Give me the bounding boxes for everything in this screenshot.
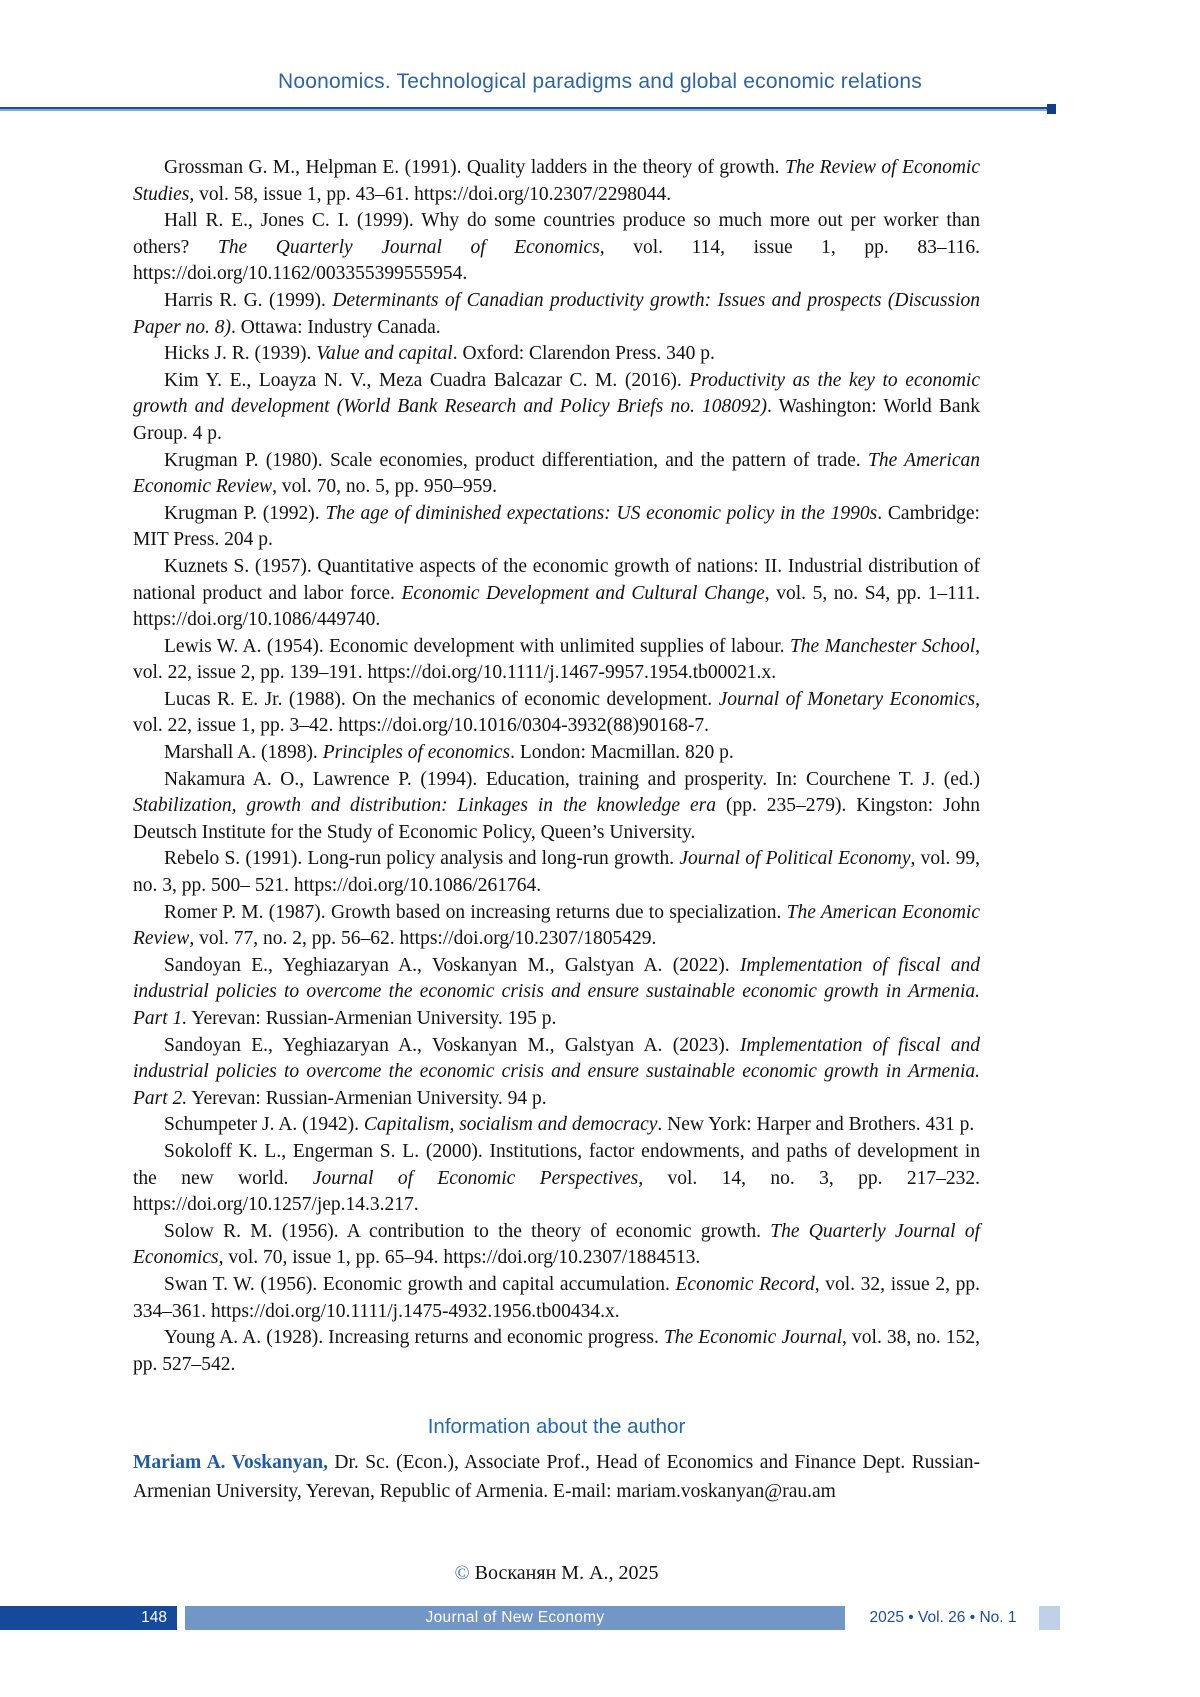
reference-source-title: The Quarterly Journal of Economics xyxy=(133,1220,980,1269)
header-rule-endcap-square xyxy=(1047,104,1056,114)
author-details: Dr. Sc. (Econ.), Associate Prof., Head of Economics and Finance Dept. Russian-Armenian University, Yerevan, Republic of Armenia. E-mail: mariam.voskanyan@rau.am xyxy=(133,1452,980,1503)
reference-text: , vol. 114, issue 1, pp. 83–116. https://doi.org/10.1162/003355399555954. xyxy=(133,236,980,285)
reference-text: Hicks J. R. (1939). xyxy=(164,343,317,365)
reference-source-title: Journal of Economic Perspectives xyxy=(312,1167,639,1189)
reference-source-title: Principles of economics xyxy=(322,742,511,764)
reference-item xyxy=(133,1325,980,1378)
issue-info: 2025 • Vol. 26 • No. 1 xyxy=(869,1609,1017,1626)
reference-item xyxy=(133,687,980,740)
reference-text: Sandoyan E., Yeghiazaryan A., Voskanyan M., Galstyan A. (2023). xyxy=(164,1034,740,1056)
reference-text: Romer P. M. (1987). Growth based on increasing returns due to specialization. xyxy=(164,901,787,923)
reference-text: , vol. 58, issue 1, pp. 43–61. https://doi.org/10.2307/2298044. xyxy=(189,183,672,205)
reference-item xyxy=(133,501,980,554)
reference-source-title: The Review of Economic Studies xyxy=(133,157,981,205)
reference-text: . London: Macmillan. 820 p. xyxy=(510,742,734,764)
author-info-heading: Information about the author xyxy=(427,1415,686,1439)
reference-item xyxy=(133,155,980,208)
page-number: 148 xyxy=(141,1609,167,1626)
author-info-paragraph xyxy=(133,1448,980,1506)
reference-text: . New York: Harper and Brothers. 431 p. xyxy=(657,1114,975,1136)
reference-item xyxy=(133,288,980,341)
reference-text: , vol. 70, no. 5, pp. 950–959. xyxy=(272,476,497,498)
reference-text: . Washington: World Bank Group. 4 p. xyxy=(133,396,980,444)
reference-source-title: Capitalism, socialism and democracy xyxy=(363,1114,658,1136)
reference-source-title: The Manchester School xyxy=(789,635,976,657)
reference-text: Krugman P. (1980). Scale economies, product differentiation, and the pattern of trade. xyxy=(164,449,868,471)
reference-item xyxy=(133,634,980,687)
reference-source-title: Implementation of fiscal and industrial policies to overcome the economic crisis and ensure sustainable economic growth in Armenia. Part 1. xyxy=(133,954,980,1029)
reference-item xyxy=(133,341,980,368)
copyright-text: Восканян М. А., 2025 xyxy=(474,1562,659,1585)
reference-text: , vol. 14, no. 3, pp. 217–232. https://doi.org/10.1257/jep.14.3.217. xyxy=(133,1167,981,1216)
reference-source-title: The American Economic Review xyxy=(133,901,980,950)
reference-text: Rebelo S. (1991). Long-run policy analysis and long-run growth. xyxy=(164,848,680,870)
footer-accent-square xyxy=(1039,1606,1060,1630)
copyright-symbol: © xyxy=(454,1562,470,1585)
reference-item xyxy=(133,1139,980,1219)
reference-source-title: Productivity as the key to economic growth and development (World Bank Research and Policy Briefs no. 108092) xyxy=(133,369,981,418)
reference-text: Nakamura A. O., Lawrence P. (1994). Education, training and prosperity. In: Courchene T. J. (ed.) xyxy=(164,768,980,790)
reference-text: Harris R. G. (1999). xyxy=(164,289,333,311)
reference-text: Lucas R. E. Jr. (1988). On the mechanics of economic development. xyxy=(164,688,719,710)
reference-text: . Oxford: Clarendon Press. 340 p. xyxy=(452,343,715,365)
header-rule xyxy=(0,107,1048,111)
page-number-box xyxy=(0,1606,177,1630)
reference-text: Swan T. W. (1956). Economic growth and capital accumulation. xyxy=(164,1273,676,1295)
reference-text: Grossman G. M., Helpman E. (1991). Quality ladders in the theory of growth. xyxy=(164,157,785,178)
reference-source-title: Economic Development and Cultural Change xyxy=(401,582,765,604)
reference-source-title: The American Economic Review xyxy=(133,449,980,498)
reference-source-title: Journal of Political Economy xyxy=(679,848,911,870)
reference-item xyxy=(133,846,980,899)
reference-text: Lewis W. A. (1954). Economic development with unlimited supplies of labour. xyxy=(164,635,790,657)
reference-item xyxy=(133,208,980,288)
reference-text: (pp. 235–279). Kingston: John Deutsch Institute for the Study of Economic Policy, Queen’s University. xyxy=(133,795,980,843)
reference-text: , vol. 5, no. S4, pp. 1–111. https://doi.org/10.1086/449740. xyxy=(133,582,980,631)
page-header xyxy=(0,0,1200,111)
reference-item xyxy=(133,1272,980,1325)
reference-source-title: The Economic Journal xyxy=(663,1327,843,1349)
reference-text: Young A. A. (1928). Increasing returns and economic progress. xyxy=(164,1327,664,1349)
reference-text: Yerevan: Russian-Armenian University. 195 p. xyxy=(187,1008,557,1029)
journal-name-bar xyxy=(185,1606,845,1630)
reference-text: Schumpeter J. A. (1942). xyxy=(164,1114,364,1136)
reference-text: , vol. 38, no. 152, pp. 527–542. xyxy=(133,1327,981,1375)
reference-text: . Cambridge: MIT Press. 204 p. xyxy=(133,502,980,551)
author-name: Mariam A. Voskanyan, xyxy=(133,1452,328,1474)
reference-item xyxy=(133,368,980,448)
reference-text: Kim Y. E., Loayza N. V., Meza Cuadra Balcazar C. M. (2016). xyxy=(164,369,690,391)
reference-text: Solow R. M. (1956). A contribution to the theory of economic growth. xyxy=(164,1220,771,1242)
copyright-line xyxy=(133,1562,980,1585)
reference-item xyxy=(133,448,980,501)
reference-text: Yerevan: Russian-Armenian University. 94 p. xyxy=(187,1087,547,1109)
reference-text: Hall R. E., Jones C. I. (1999). Why do some countries produce so much more out per worker than others? xyxy=(133,210,980,258)
reference-item xyxy=(133,1033,980,1113)
reference-item xyxy=(133,740,980,767)
reference-source-title: Value and capital xyxy=(316,343,453,365)
page-footer xyxy=(0,1606,1200,1630)
reference-text: . Ottawa: Industry Canada. xyxy=(231,316,441,338)
reference-source-title: Stabilization, growth and distribution: Linkages in the knowledge era xyxy=(133,795,717,817)
reference-source-title: Implementation of fiscal and industrial policies to overcome the economic crisis and ensure sustainable economic growth in Armenia. Part 2. xyxy=(133,1034,980,1109)
reference-source-title: Economic Record xyxy=(675,1273,815,1295)
reference-item xyxy=(133,900,980,953)
references-list xyxy=(133,155,980,1378)
reference-text: , vol. 77, no. 2, pp. 56–62. https://doi.org/10.2307/1805429. xyxy=(189,928,657,950)
reference-text: Sandoyan E., Yeghiazaryan A., Voskanyan M., Galstyan A. (2022). xyxy=(164,954,740,976)
reference-item xyxy=(133,1112,980,1139)
reference-item xyxy=(133,554,980,634)
reference-item xyxy=(133,953,980,1033)
reference-text: Kuznets S. (1957). Quantitative aspects of the economic growth of nations: II. Industrial distribution of national product and labor force. xyxy=(133,555,980,604)
reference-item xyxy=(133,1219,980,1272)
reference-text: Sokoloff K. L., Engerman S. L. (2000). Institutions, factor endowments, and paths of development in the new world. xyxy=(133,1140,980,1189)
page-content xyxy=(133,155,980,1585)
reference-text: Krugman P. (1992). xyxy=(164,502,326,524)
reference-text: Marshall A. (1898). xyxy=(164,742,323,764)
reference-text: , vol. 70, issue 1, pp. 65–94. https://doi.org/10.2307/1884513. xyxy=(218,1247,701,1269)
reference-source-title: The age of diminished expectations: US economic policy in the 1990s xyxy=(325,502,878,524)
reference-text: , vol. 99, no. 3, pp. 500– 521. https://doi.org/10.1086/261764. xyxy=(133,848,980,897)
reference-text: , vol. 32, issue 2, pp. 334–361. https://doi.org/10.1111/j.1475-4932.1956.tb00434.x. xyxy=(133,1273,981,1322)
reference-text: , vol. 22, issue 1, pp. 3–42. https://doi.org/10.1016/0304-3932(88)90168-7. xyxy=(133,688,980,737)
reference-text: , vol. 22, issue 2, pp. 139–191. https://doi.org/10.1111/j.1467-9957.1954.tb00021.x. xyxy=(133,635,980,684)
reference-source-title: The Quarterly Journal of Economics xyxy=(217,236,600,258)
journal-name: Journal of New Economy xyxy=(425,1609,605,1626)
reference-source-title: Journal of Monetary Economics xyxy=(718,688,976,710)
reference-item xyxy=(133,767,980,847)
running-title: Noonomics. Technological paradigms and global economic relations xyxy=(278,70,922,93)
reference-source-title: Determinants of Canadian productivity growth: Issues and prospects (Discussion Paper no. 8) xyxy=(133,289,980,338)
